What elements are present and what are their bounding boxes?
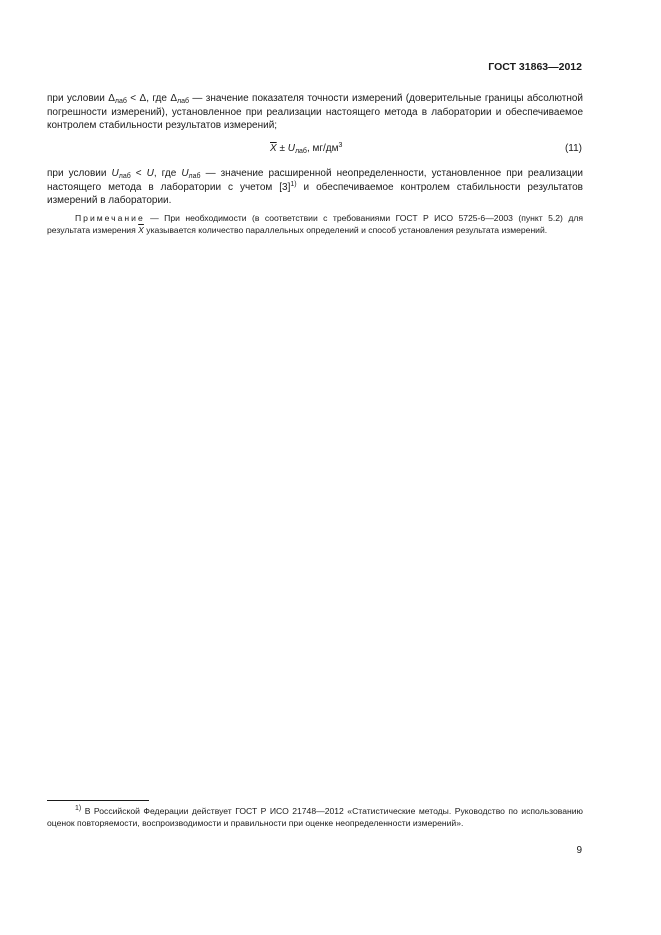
formula-11: $\overline{X} \pm U_{лаб}$, $мг/дм^3$ bbox=[270, 142, 343, 155]
paragraph-uncertainty-condition: при условии $U_{лаб} < U$, где $U_{лаб}$ — значение расширенной неопределенности, установленное при реализации настоящего метода в лаборатории с учетом $[3]^{1)}$ и обеспечиваемое контролем стабильности результатов измерений в лаборатории. bbox=[47, 168, 584, 206]
footnote: $^{1)}$ В Российской Федерации действует ГОСТ Р ИСО 21748—2012 «Статистические методы. Руководство по использованию оценок повторяемости, воспроизводимости и правильности при оценке неопределенности измерений». bbox=[47, 805, 583, 828]
note-label: Примечание bbox=[75, 213, 145, 223]
paragraph-delta-condition: при условии $\Delta_{лаб} < \Delta$, где $\Delta_{лаб}$ — значение показателя точности измерений (доверительные границы абсолютной погрешности измерений), установленное при реализации настоящего метода в лаборатории и обеспечиваемое контролем стабильности результатов измерений; bbox=[47, 93, 583, 131]
note-paragraph: Примечание — При необходимости (в соответствии с требованиями ГОСТ Р ИСО 5725-6—2003 (пункт 5.2) для результата измерения $\overline{X}$ указывается количество параллельных определений и способ установления результата измерений. bbox=[47, 213, 583, 235]
formula-number: (11) bbox=[564, 143, 582, 154]
document-header: ГОСТ 31863—2012 bbox=[488, 61, 582, 73]
footnote-divider bbox=[47, 800, 149, 801]
page-number: 9 bbox=[576, 845, 582, 856]
